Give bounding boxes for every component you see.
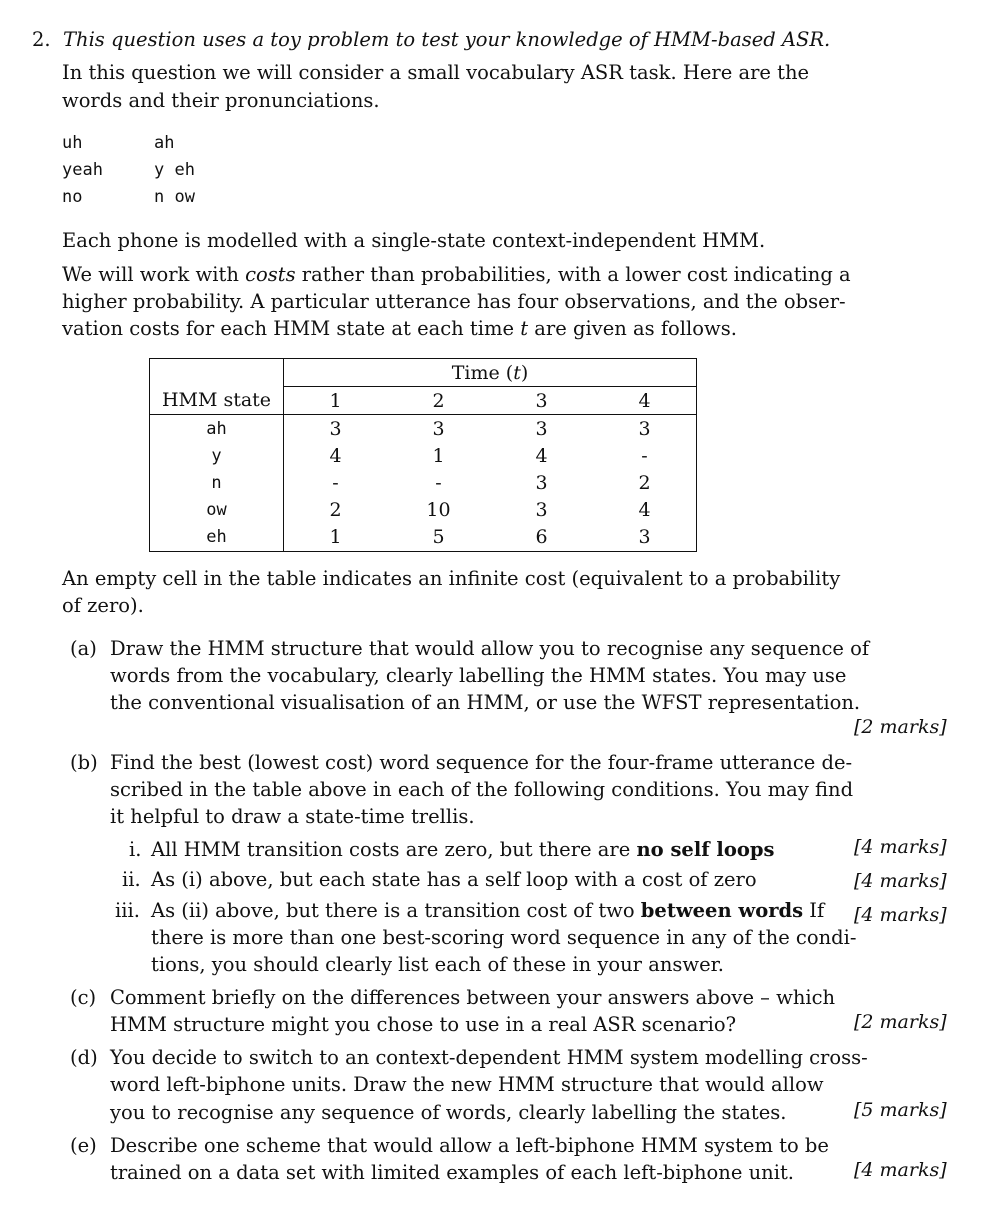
costs-paragraph-line: We will work with costs rather than probabilities, with a lower cost indicating a bbox=[62, 263, 851, 286]
lexicon-word: no bbox=[62, 187, 83, 207]
lexicon-word: yeah bbox=[62, 160, 103, 180]
state-label: eh bbox=[150, 523, 284, 552]
time-label: 1 bbox=[284, 387, 388, 415]
intro-paragraph-line: In this question we will consider a small vocabulary ASR task. Here are the bbox=[62, 61, 810, 84]
part-d-line: word left-biphone units. Draw the new HMM structure that would allow bbox=[110, 1073, 824, 1096]
phone-model-paragraph: Each phone is modelled with a single-state context-independent HMM. bbox=[62, 229, 766, 252]
part-b-iii-label: iii. bbox=[115, 899, 140, 922]
cost-cell: 2 bbox=[329, 498, 342, 521]
part-e-line: Describe one scheme that would allow a left-biphone HMM system to be bbox=[110, 1134, 829, 1157]
part-b-i-label: i. bbox=[129, 838, 142, 861]
lexicon-word: uh bbox=[62, 133, 83, 153]
cost-cell: 10 bbox=[426, 498, 451, 521]
part-a-line: words from the vocabulary, clearly labelling the HMM states. You may use bbox=[110, 664, 847, 687]
cost-cell: 1 bbox=[284, 523, 388, 552]
lexicon-pronunciation: ah bbox=[154, 133, 175, 153]
table-row bbox=[150, 442, 697, 469]
part-b-i-text: All HMM transition costs are zero, but there are no self loops bbox=[151, 838, 775, 861]
question-number: 2. bbox=[32, 28, 51, 51]
cost-cell: 3 bbox=[593, 523, 697, 552]
part-c-marks: [2 marks] bbox=[854, 1011, 947, 1033]
time-header: Time (t) bbox=[284, 359, 697, 387]
part-b-line: it helpful to draw a state-time trellis. bbox=[110, 805, 475, 828]
part-b-label: (b) bbox=[70, 751, 98, 774]
empty-cell-note-line: of zero). bbox=[62, 594, 144, 617]
part-a-marks: [2 marks] bbox=[854, 716, 947, 738]
time-label: 3 bbox=[490, 387, 593, 415]
table-row bbox=[150, 469, 697, 496]
part-d-label: (d) bbox=[70, 1046, 98, 1069]
cost-cell: - bbox=[435, 471, 442, 494]
part-b-line: scribed in the table above in each of the following conditions. You may find bbox=[110, 778, 854, 801]
part-a-line: Draw the HMM structure that would allow you to recognise any sequence of bbox=[110, 637, 870, 660]
part-b-i-marks: [4 marks] bbox=[854, 836, 947, 858]
time-label: 2 bbox=[387, 387, 490, 415]
cost-cell: 3 bbox=[329, 417, 342, 440]
state-label: n bbox=[150, 469, 284, 496]
part-d-line: you to recognise any sequence of words, clearly labelling the states. bbox=[110, 1101, 787, 1124]
part-b-iii-text: As (ii) above, but there is a transition cost of two between words If bbox=[151, 899, 825, 922]
lexicon-pronunciation: n ow bbox=[154, 187, 195, 207]
table-corner bbox=[150, 359, 284, 387]
part-b-iii-line: tions, you should clearly list each of these in your answer. bbox=[151, 953, 724, 976]
costs-paragraph-line: vation costs for each HMM state at each time t are given as follows. bbox=[62, 317, 737, 340]
part-c-line: Comment briefly on the differences between your answers above – which bbox=[110, 986, 836, 1009]
part-b-iii-marks: [4 marks] bbox=[854, 904, 947, 926]
part-b-line: Find the best (lowest cost) word sequence for the four-frame utterance de- bbox=[110, 751, 853, 774]
cost-cell: 3 bbox=[535, 498, 548, 521]
part-b-iii-line: there is more than one best-scoring word sequence in any of the condi- bbox=[151, 926, 857, 949]
part-e-marks: [4 marks] bbox=[854, 1159, 947, 1181]
cost-cell: 3 bbox=[535, 417, 548, 440]
cost-cell: 1 bbox=[432, 444, 445, 467]
cost-cell: - bbox=[332, 471, 339, 494]
part-c-label: (c) bbox=[70, 986, 97, 1009]
state-label: y bbox=[150, 442, 284, 469]
cost-cell: 3 bbox=[593, 415, 697, 443]
cost-cell: 4 bbox=[329, 444, 342, 467]
cost-cell: 3 bbox=[432, 417, 445, 440]
part-b-ii-label: ii. bbox=[122, 868, 141, 891]
empty-cell-note-line: An empty cell in the table indicates an infinite cost (equivalent to a probability bbox=[62, 567, 841, 590]
part-d-marks: [5 marks] bbox=[854, 1099, 947, 1121]
part-a-line: the conventional visualisation of an HMM, or use the WFST representation. bbox=[110, 691, 861, 714]
lexicon-pronunciation: y eh bbox=[154, 160, 195, 180]
table-row bbox=[150, 415, 697, 443]
part-b-ii-text: As (i) above, but each state has a self loop with a cost of zero bbox=[151, 868, 757, 891]
intro-paragraph-line: words and their pronunciations. bbox=[62, 89, 380, 112]
part-e-label: (e) bbox=[70, 1134, 97, 1157]
time-label: 4 bbox=[593, 387, 697, 415]
part-b-ii-marks: [4 marks] bbox=[854, 870, 947, 892]
cost-cell: 4 bbox=[535, 444, 548, 467]
state-label: ow bbox=[150, 496, 284, 523]
question-intro: This question uses a toy problem to test your knowledge of HMM-based ASR. bbox=[63, 28, 831, 51]
part-d-line: You decide to switch to an context-dependent HMM system modelling cross- bbox=[110, 1046, 868, 1069]
part-a-label: (a) bbox=[70, 637, 97, 660]
table-row bbox=[150, 496, 697, 523]
cost-cell: 6 bbox=[490, 523, 593, 552]
cost-cell: 4 bbox=[593, 496, 697, 523]
cost-cell: 3 bbox=[535, 471, 548, 494]
table-row bbox=[150, 523, 697, 552]
costs-paragraph-line: higher probability. A particular utterance has four observations, and the obser- bbox=[62, 290, 846, 313]
part-e-line: trained on a data set with limited examples of each left-biphone unit. bbox=[110, 1161, 794, 1184]
cost-cell: 5 bbox=[387, 523, 490, 552]
part-c-line: HMM structure might you chose to use in a real ASR scenario? bbox=[110, 1013, 737, 1036]
state-label: ah bbox=[150, 415, 284, 443]
cost-cell: 2 bbox=[593, 469, 697, 496]
observation-cost-table bbox=[149, 358, 697, 552]
cost-cell: - bbox=[593, 442, 697, 469]
state-header: HMM state bbox=[150, 387, 284, 415]
